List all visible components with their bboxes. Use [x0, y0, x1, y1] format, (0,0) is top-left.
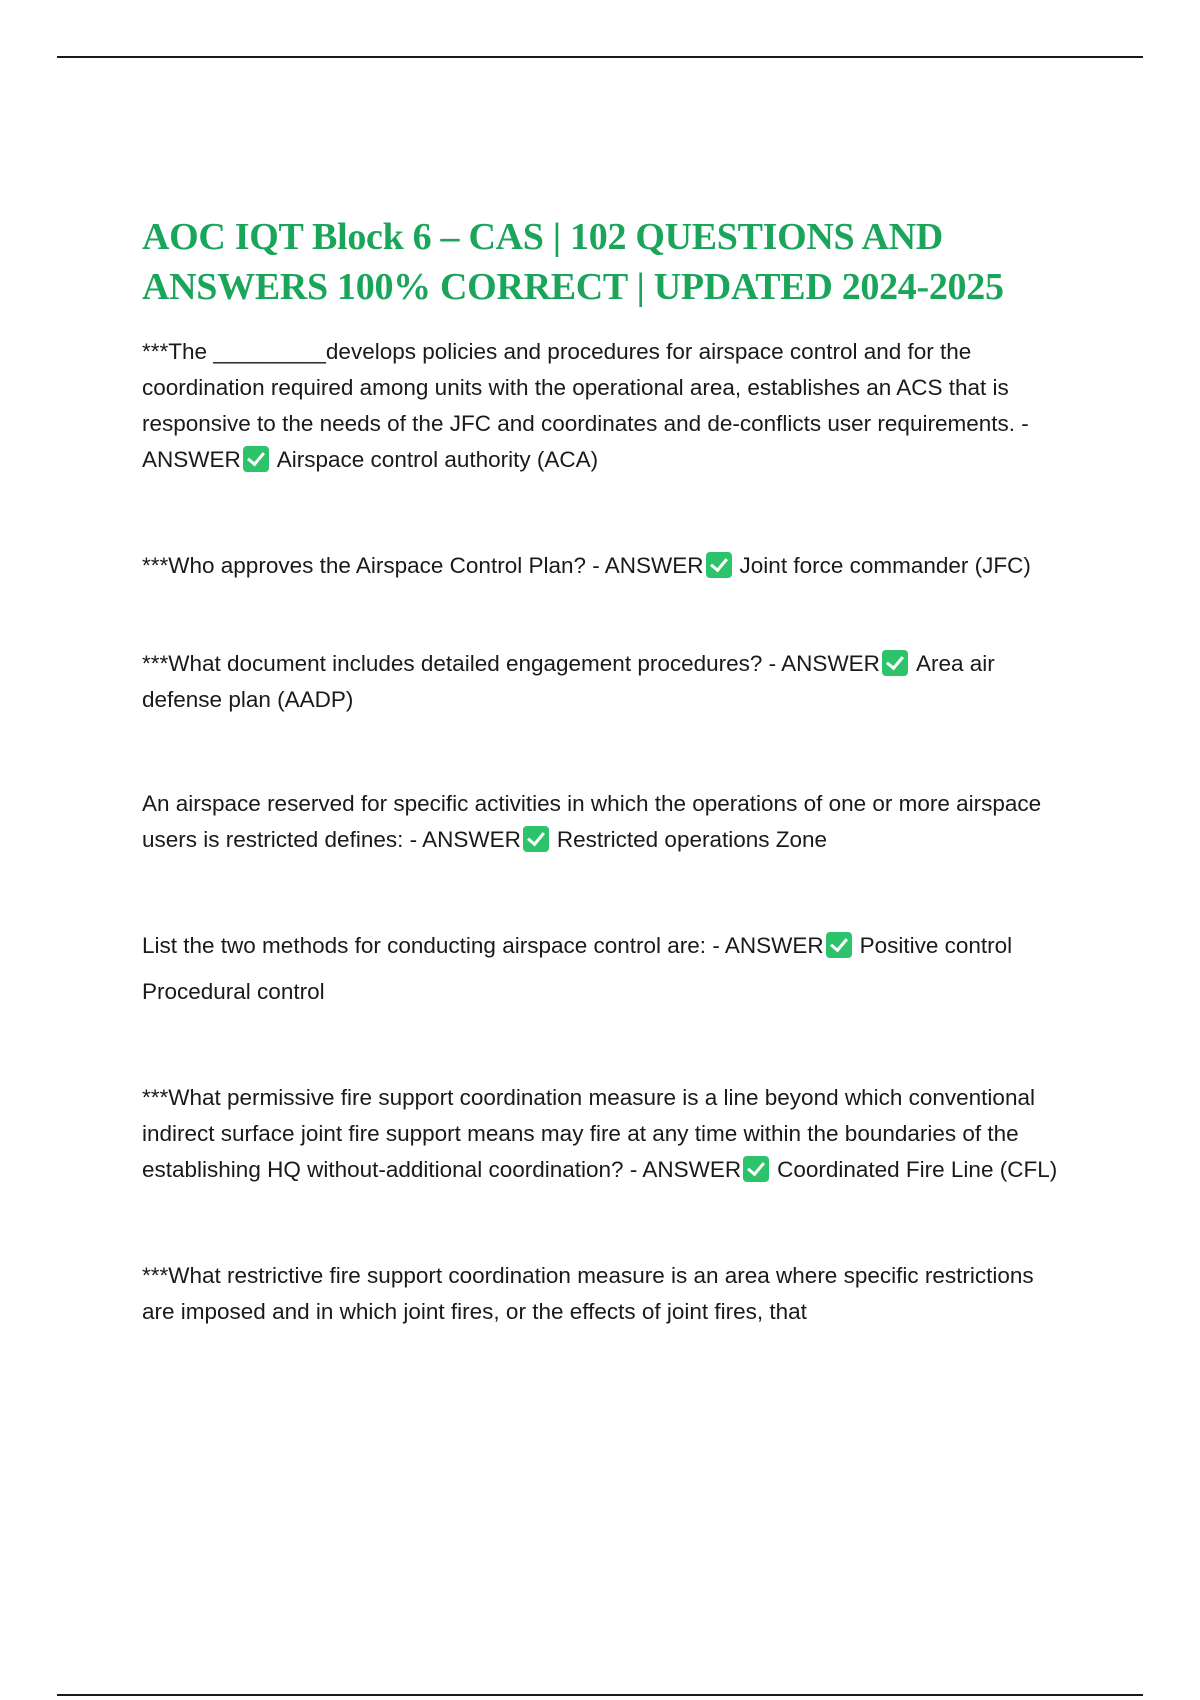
checkmark-icon	[826, 932, 852, 958]
question-text: ***What document includes detailed engagement procedures?	[142, 651, 763, 676]
bottom-rule	[57, 1694, 1143, 1696]
qa-item-1	[142, 334, 1062, 478]
answer-marker: - ANSWER	[629, 1157, 742, 1182]
answer-text: Airspace control authority (ACA)	[276, 447, 599, 472]
answer-text: Joint force commander (JFC)	[739, 553, 1031, 578]
question-text: ***What permissive fire support coordination measure is a line beyond which conventional indirect surface joint fire support means may fire at any time within the boundaries of the establishing HQ without-additional coordination?	[142, 1085, 1035, 1182]
qa-item-6	[142, 1080, 1062, 1188]
answer-marker: - ANSWER	[409, 827, 521, 852]
answer-text: Positive control	[859, 933, 1013, 958]
question-text: ***What restrictive fire support coordination measure is an area where specific restrictions are imposed and in which joint fires, or the effects of joint fires, that	[142, 1263, 1034, 1324]
checkmark-icon	[243, 446, 269, 472]
answer-text: Coordinated Fire Line (CFL)	[777, 1157, 1058, 1182]
answer-marker: - ANSWER	[592, 553, 704, 578]
question-text: An airspace reserved for specific activities in which the operations of one or more airspace users is restricted defines:	[142, 791, 1042, 852]
qa-item-7	[142, 1258, 1062, 1330]
answer-marker: - ANSWER	[142, 411, 1029, 472]
question-text: ***Who approves the Airspace Control Plan?	[142, 553, 587, 578]
answer-continuation: Procedural control	[142, 979, 325, 1004]
answer-marker: - ANSWER	[768, 651, 880, 676]
answer-marker: - ANSWER	[712, 933, 824, 958]
answer-text: Area air defense plan (AADP)	[142, 651, 995, 712]
question-text: ***The _________develops policies and procedures for airspace control and for the coordination required among units with the operational area, establishes an ACS that is responsive to the needs of the JFC and coordinates and de-conflicts user requirements.	[142, 339, 1015, 436]
qa-item-5	[142, 928, 1062, 964]
document-title: AOC IQT Block 6 – CAS | 102 QUESTIONS AND ANSWERS 100% CORRECT | UPDATED 2024-2025	[142, 216, 1004, 308]
checkmark-icon	[882, 650, 908, 676]
document-body	[142, 212, 1062, 1330]
checkmark-icon	[706, 552, 732, 578]
question-text: List the two methods for conducting airspace control are:	[142, 933, 707, 958]
qa-item-3	[142, 646, 1062, 718]
qa-item-2	[142, 548, 1062, 584]
answer-text: Restricted operations Zone	[556, 827, 828, 852]
checkmark-icon	[743, 1156, 769, 1182]
checkmark-icon	[523, 826, 549, 852]
qa-item-4	[142, 786, 1062, 858]
top-rule	[57, 56, 1143, 58]
